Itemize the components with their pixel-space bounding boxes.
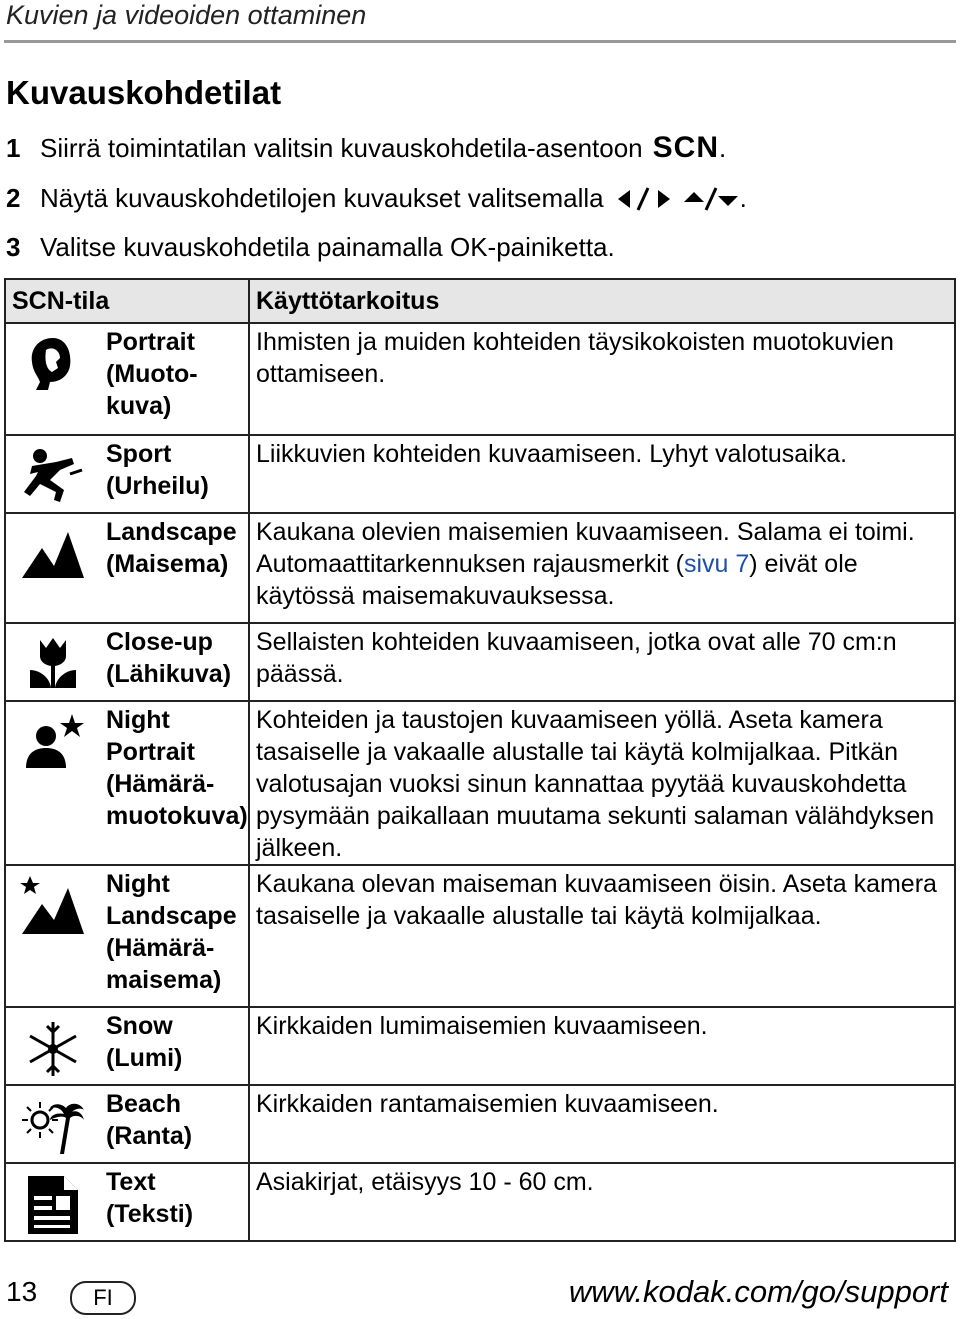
column-header-purpose: Käyttötarkoitus [249, 279, 955, 323]
icon-cell [5, 1085, 102, 1163]
table-row [5, 1163, 955, 1241]
mode-name: Landscape (Maisema) [102, 513, 249, 623]
icon-cell [5, 323, 102, 435]
table-row [5, 513, 955, 623]
up-down-arrows-icon [682, 186, 740, 212]
header-title: Kuvien ja videoiden ottaminen [6, 0, 367, 30]
text-icon [20, 1172, 86, 1238]
step-number: 2 [6, 183, 21, 213]
mode-description: Kirkkaiden rantamaisemien kuvaamiseen. [249, 1085, 955, 1163]
nav-arrows [618, 186, 740, 212]
mode-description: Ihmisten ja muiden kohteiden täysikokoisten muotokuvien ottamiseen. [249, 323, 955, 435]
mode-name: Night Landscape (Hämärä-maisema) [102, 865, 249, 1007]
step-1 [6, 131, 726, 165]
mode-description: Sellaisten kohteiden kuvaamiseen, jotka ovat alle 70 cm:n päässä. [249, 623, 955, 701]
page-number: 13 [6, 1276, 38, 1307]
mode-name: Text (Teksti) [102, 1163, 249, 1241]
table-row [5, 865, 955, 1007]
mode-name: Close-up (Lähikuva) [102, 623, 249, 701]
night-portrait-icon [20, 710, 86, 776]
mode-name: Beach (Ranta) [102, 1085, 249, 1163]
portrait-icon [20, 332, 86, 398]
step-end: . [739, 183, 747, 213]
section-title: Kuvauskohdetilat [6, 74, 282, 111]
sport-icon [20, 444, 86, 510]
column-header-mode: SCN-tila [5, 279, 249, 323]
table-row [5, 623, 955, 701]
step-number: 3 [6, 232, 21, 262]
scn-mode-glyph: SCN [652, 131, 719, 164]
step-end: . [719, 132, 727, 163]
close-up-icon [20, 632, 86, 698]
step-text: Siirrä toimintatilan valitsin kuvauskohdetila-asentoon [40, 132, 643, 163]
scn-mode-table [4, 278, 956, 1242]
mode-name: Snow (Lumi) [102, 1007, 249, 1085]
mode-description: Liikkuvien kohteiden kuvaamiseen. Lyhyt valotusaika. [249, 435, 955, 513]
step-text: Valitse kuvauskohdetila painamalla OK-painiketta. [40, 232, 615, 262]
left-right-arrows-icon [618, 186, 670, 212]
step-number: 1 [6, 132, 21, 163]
icon-cell [5, 513, 102, 623]
table-row [5, 701, 955, 865]
snow-icon [20, 1016, 86, 1082]
night-landscape-icon [20, 874, 86, 940]
description-text: ) eivät ole käytössä maisemakuvauksessa. [256, 550, 858, 610]
mode-description: Kohteiden ja taustojen kuvaamiseen yöllä. Aseta kamera tasaiselle ja vakaalle alustalle tai käytä kolmijalkaa. Pitkän valotusajan vuoksi sinun kannattaa pyytää kuvauskohdetta pysymään paikallaan muutama sekunti salaman välähdyksen jälkeen. [249, 701, 955, 865]
table-row [5, 435, 955, 513]
support-url[interactable]: www.kodak.com/go/support [568, 1274, 948, 1309]
table-header-row [5, 279, 955, 323]
page-link[interactable]: sivu 7 [683, 550, 750, 578]
mode-name: Night Portrait (Hämärä-muotokuva) [102, 701, 249, 865]
icon-cell [5, 623, 102, 701]
icon-cell [5, 1163, 102, 1241]
language-badge: FI [70, 1281, 136, 1315]
header-divider [4, 40, 956, 43]
icon-cell [5, 1007, 102, 1085]
mode-name: Portrait (Muoto-kuva) [102, 323, 249, 435]
mode-description: Kirkkaiden lumimaisemien kuvaamiseen. [249, 1007, 955, 1085]
step-text: Näytä kuvauskohdetilojen kuvaukset valitsemalla [40, 183, 604, 213]
table-row [5, 1007, 955, 1085]
description-text: Kaukana olevien maisemien kuvaamiseen. Salama ei toimi. Automaattitarkennuksen rajausmerkit ( [256, 518, 915, 578]
mode-description: Kaukana olevan maiseman kuvaamiseen öisin. Aseta kamera tasaiselle ja vakaalle alustalle tai käytä kolmijalkaa. [249, 865, 955, 1007]
table-row [5, 323, 955, 435]
landscape-icon [20, 522, 86, 588]
beach-icon [20, 1094, 86, 1160]
mode-description: Asiakirjat, etäisyys 10 - 60 cm. [249, 1163, 955, 1241]
step-2 [6, 183, 747, 214]
icon-cell [5, 435, 102, 513]
table-row [5, 1085, 955, 1163]
mode-description [249, 513, 955, 623]
icon-cell [5, 701, 102, 865]
icon-cell [5, 865, 102, 1007]
step-3 [6, 232, 615, 263]
mode-name: Sport (Urheilu) [102, 435, 249, 513]
